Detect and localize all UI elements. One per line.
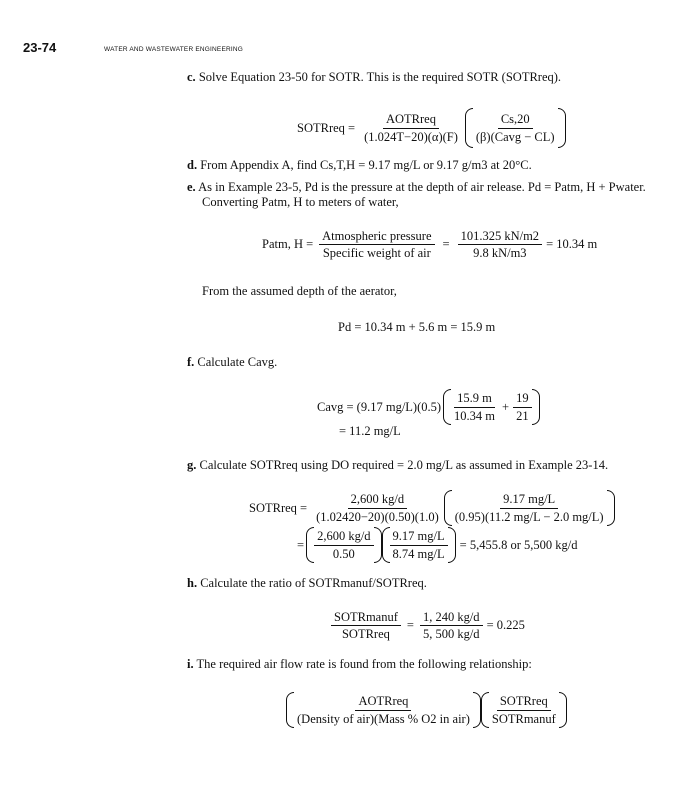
eq-h-result: = 0.225 [486, 618, 525, 633]
step-g-text: Calculate SOTRreq using DO required = 2.0 mg/L as assumed in Example 23-14. [199, 458, 609, 472]
eq-g-num2: 9.17 mg/L [500, 492, 558, 508]
step-d-label: d. [187, 158, 198, 172]
left-paren [465, 108, 473, 148]
equation-e: Patm, H = $\frac{\text{Atmospheric pressure}}{\text{Specific weight of air}}$ = $\frac{101.325 kN/m2}{9.8 kN/m3}$ = 10.34 m [262, 229, 598, 261]
eq-g-l2-num1: 2,600 kg/d [314, 529, 373, 545]
page-number: 23-74 [23, 40, 57, 55]
eq-f-num1: 15.9 m [454, 391, 495, 407]
step-d [187, 158, 532, 173]
eq-i-num1: AOTRreq [355, 694, 411, 710]
eq-i-den2: SOTRmanuf [491, 711, 556, 726]
eq-g-l2-result: = 5,455.8 or 5,500 kg/d [459, 537, 578, 552]
left-paren [306, 527, 314, 563]
eq-e-num2: 101.325 kN/m2 [458, 229, 542, 245]
eq-g-num1: 2,600 kg/d [348, 492, 407, 508]
equation-i [286, 692, 567, 728]
eq-h-num1: SOTRmanuf [331, 610, 401, 626]
eq-e-num1: Atmospheric pressure [319, 229, 434, 245]
right-paren [532, 389, 540, 425]
step-e-label: e. [187, 180, 196, 194]
step-g [187, 458, 608, 473]
eq-e-den2: 9.8 kN/m3 [473, 246, 527, 261]
step-c [187, 70, 561, 85]
step-e [187, 180, 646, 195]
equation-c [297, 108, 566, 148]
eq-e-lhs: Patm, H = [262, 237, 314, 252]
eq-f-den2: 21 [516, 408, 529, 423]
step-c-label: c. [187, 70, 196, 84]
step-h [187, 576, 427, 591]
step-f [187, 355, 277, 370]
right-paren [559, 692, 567, 728]
step-e-line2: Converting Patm, H to meters of water, [202, 195, 399, 209]
eq-c-num2: Cs,20 [498, 112, 533, 128]
eq-e-result: = 10.34 m [546, 237, 598, 252]
eq-c-den1: (1.024T−20)(α)(F) [364, 129, 458, 144]
step-d-text: From Appendix A, find Cs,T,H = 9.17 mg/L or 9.17 g/m3 at 20°C. [200, 158, 532, 172]
step-c-text: Solve Equation 23-50 for SOTR. This is the required SOTR (SOTRreq). [198, 70, 562, 84]
right-paren [558, 108, 566, 148]
eq-g-l2-den1: 0.50 [332, 546, 355, 561]
right-paren [374, 527, 382, 563]
eq-h-num2: 1, 240 kg/d [420, 610, 483, 626]
eq-g-den1: (1.02420−20)(0.50)(1.0) [316, 509, 439, 524]
left-paren [286, 692, 294, 728]
step-g-label: g. [187, 458, 197, 472]
left-paren [382, 527, 390, 563]
eq-f-num2: 19 [513, 391, 532, 407]
equation-f: Cavg = (9.17 mg/L)(0.5) $\frac{15.9 m}{10.34 m}$ + $\frac{19}{21}$ [317, 389, 540, 425]
eq-g-den2: (0.95)(11.2 mg/L − 2.0 mg/L) [454, 509, 604, 524]
running-title: WATER AND WASTEWATER ENGINEERING [104, 46, 244, 53]
eq-f-lhs: Cavg = (9.17 mg/L)(0.5) [317, 399, 442, 414]
step-e-line1: As in Example 23-5, Pd is the pressure at the depth of air release. Pd = Patm, H + Pwater. [198, 180, 646, 194]
eq-c-lhs: SOTRreq = [297, 120, 356, 135]
equation-g-line2: = $\frac{2,600 kg/d}{0.50}$ $\frac{9.17 mg/L}{8.74 mg/L}$ = 5,455.8 or 5,500 kg/d [297, 527, 577, 563]
step-h-text: Calculate the ratio of SOTRmanuf/SOTRreq. [200, 576, 427, 590]
step-i [187, 657, 532, 672]
left-paren [444, 490, 452, 526]
left-paren [481, 692, 489, 728]
step-f-text: Calculate Cavg. [197, 355, 278, 369]
step-e-note: From the assumed depth of the aerator, [202, 284, 397, 298]
eq-i-num2: SOTRreq [497, 694, 551, 710]
equation-g [249, 490, 615, 526]
step-f-label: f. [187, 355, 195, 369]
eq-c-num1: AOTRreq [383, 112, 439, 128]
eq-i-den1: (Density of air)(Mass % O2 in air) [297, 711, 470, 726]
eq-g-l2-num2: 9.17 mg/L [390, 529, 448, 545]
eq-f-den1: 10.34 m [454, 408, 496, 423]
equation-h: $\frac{\text{SOTRmanuf}}{\text{SOTRreq}}$ = $\frac{1, 240 kg/d}{5, 500 kg/d}$ = 0.225 [331, 610, 525, 642]
right-paren [448, 527, 456, 563]
eq-h-den1: SOTRreq [341, 627, 390, 642]
step-i-text: The required air flow rate is found from the following relationship: [196, 657, 532, 671]
right-paren [473, 692, 481, 728]
eq-g-l2-den2: 8.74 mg/L [392, 546, 445, 561]
eq-h-den2: 5, 500 kg/d [422, 627, 480, 642]
step-h-label: h. [187, 576, 198, 590]
equation-pd: Pd = 10.34 m + 5.6 m = 15.9 m [338, 320, 496, 334]
eq-f-line2: = 11.2 mg/L [339, 424, 401, 438]
right-paren [607, 490, 615, 526]
eq-g-lhs: SOTRreq = [249, 500, 308, 515]
eq-e-den1: Specific weight of air [322, 246, 431, 261]
step-i-label: i. [187, 657, 194, 671]
left-paren [443, 389, 451, 425]
eq-c-den2: (β)(Cavg − CL) [475, 129, 555, 144]
